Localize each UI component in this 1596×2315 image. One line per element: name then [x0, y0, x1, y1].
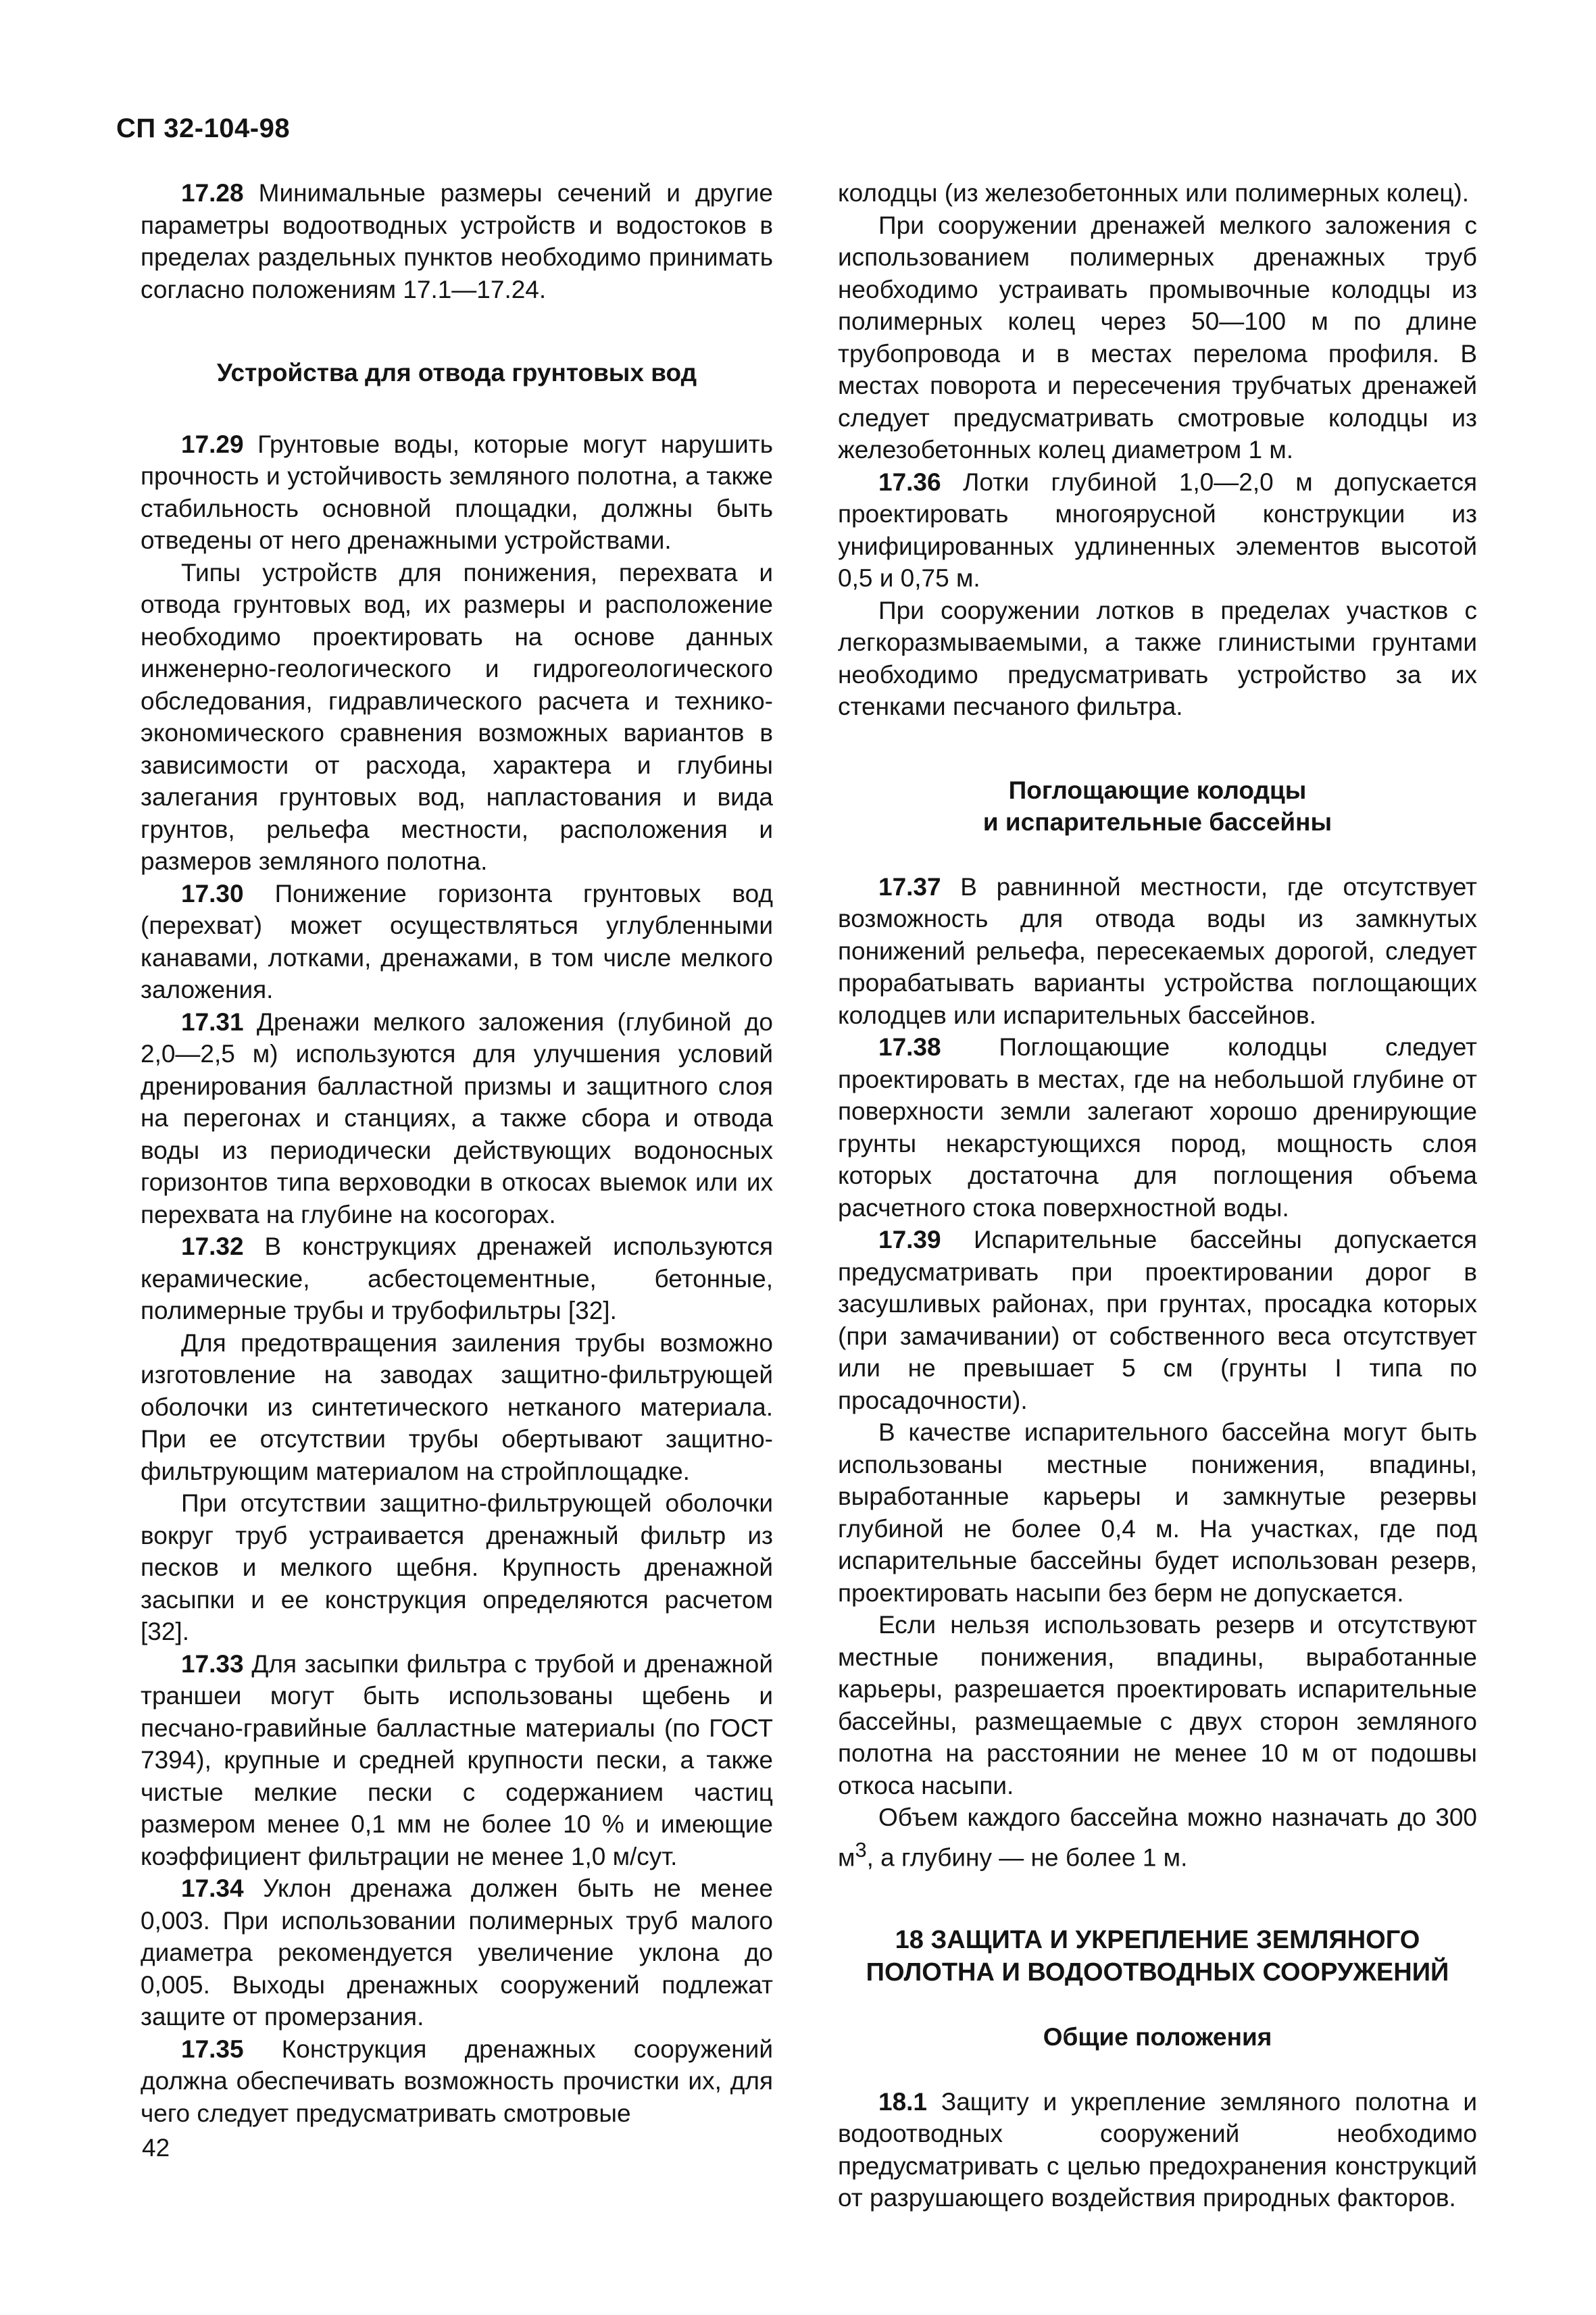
paragraph-17-35: 17.35 Конструкция дренажных сооружений должна обеспечивать возможность прочистки их, для чего следует предусматривать смотровые: [141, 2035, 773, 2127]
paragraph-17-39-basin: В качестве испарительного бассейна могут быть использованы местные понижения, впадины, выработанные карьеры и замкнутые резервы глубиной не более 0,4 м. На участках, где под испарительные бассейны будет использован резерв, проектировать насыпи без берм не допускается.: [838, 1418, 1477, 1607]
paragraph-17-39-volume: Объем каждого бассейна можно назначать до 300 $м^3$, а глубину — не более 1 м.: [838, 1803, 1477, 1871]
paragraph-17-36: 17.36 Лотки глубиной 1,0—2,0 м допускается проектировать многоярусной конструкции из унифицированных удлиненных элементов высотой 0,5 и 0,75 м.: [838, 468, 1477, 592]
paragraph-17-31: 17.31 Дренажи мелкого заложения (глубиной до 2,0—2,5 м) используются для улучшения условий дренирования балластной призмы и защитного слоя на перегонах и станциях, а также сбора и отвода воды из периодически действующих водоносных горизонтов типа верховодки в откосах выемок или их перехвата на глубине на косогорах.: [141, 1007, 773, 1228]
clause-number: 17.29: [181, 430, 244, 458]
clause-number: 18.1: [878, 2087, 928, 2116]
running-head: СП 32-104-98: [116, 114, 291, 143]
clause-number: 17.31: [181, 1007, 244, 1036]
clause-number: 17.36: [878, 468, 941, 496]
paragraph-18-1: 18.1 Защиту и укрепление земляного полотна и водоотводных сооружений необходимо предусматривать с целью предохранения конструкций от разрушающего воздействия природных факторов.: [838, 2087, 1477, 2212]
paragraph-17-28: 17.28 Минимальные размеры сечений и другие параметры водоотводных устройств и водостоков в пределах раздельных пунктов необходимо принимать согласно положениям 17.1—17.24.: [141, 179, 773, 303]
clause-number: 17.32: [181, 1233, 244, 1260]
page-number: 42: [142, 2134, 170, 2162]
paragraph-17-32: 17.32 В конструкциях дренажей используются керамические, асбестоцементные, бетонные, полимерные трубы и трубофильтры [32].: [141, 1233, 773, 1324]
left-column: [141, 177, 773, 2129]
paragraph-17-35-flushing-wells: При сооружении дренажей мелкого заложения с использованием полимерных дренажных труб необходимо устраивать промывочные колодцы из полимерных колец через 50—100 м по длине трубопровода и в местах перелома профиля. В местах поворота и пересечения трубчатых дренажей следует предусматривать смотровые колодцы из железобетонных колец диаметром 1 м.: [838, 211, 1477, 464]
heading-groundwater-devices: Устройства для отвода грунтовых вод: [216, 359, 697, 387]
paragraph-17-32-silting: Для предотвращения заиления трубы возможно изготовление на заводах защитно-фильтрующей оболочки из синтетического нетканого материала. При ее отсутствии трубы обертывают защитно-фильтрующим материалом на стройплощадке.: [141, 1328, 773, 1485]
clause-number: 17.34: [181, 1874, 244, 1902]
paragraph-17-29-types: Типы устройств для понижения, перехвата и отвода грунтовых вод, их размеры и расположение необходимо проектировать на основе данных инженерно-геологического и гидрогеологического обследования, гидравлического расчета и технико-экономического сравнения возможных вариантов в зависимости от расхода, характера и глубины залегания грунтовых вод, напластования и вида грунтов, рельефа местности, расположения и размеров земляного полотна.: [141, 558, 773, 875]
paragraph-17-30: 17.30 Понижение горизонта грунтовых вод (перехват) может осуществляться углубленными канавами, лотками, дренажами, в том числе мелкого заложения.: [141, 879, 773, 1003]
paragraph-17-39: 17.39 Испарительные бассейны допускается предусматривать при проектировании дорог в засушливых районах, при грунтах, просадка которых (при замачивании) от собственного веса отсутствует или не превышает 5 см (грунты I типа по просадочности).: [838, 1226, 1477, 1414]
clause-number: 17.38: [878, 1033, 941, 1061]
right-column: [838, 177, 1477, 2214]
paragraph-17-32-filter: При отсутствии защитно-фильтрующей оболочки вокруг труб устраивается дренажный фильтр из песков и мелкого щебня. Крупность дренажной засыпки и ее конструкция определяются расчетом [32].: [141, 1489, 773, 1645]
clause-number: 17.35: [181, 2035, 244, 2063]
clause-number: 17.39: [878, 1226, 941, 1253]
paragraph-17-36-trays: При сооружении лотков в пределах участков с легкоразмываемыми, а также глинистыми грунтами необходимо предусматривать устройство за их стенками песчаного фильтра.: [838, 596, 1477, 720]
paragraph-17-35-continued: колодцы (из железобетонных или полимерных колец).: [838, 179, 1470, 207]
paragraph-17-34: 17.34 Уклон дренажа должен быть не менее 0,003. При использовании полимерных труб малого диаметра рекомендуется увеличение уклона до 0,005. Выходы дренажных сооружений подлежат защите от промерзания.: [141, 1874, 773, 2031]
heading-absorbing-wells: Поглощающие колодцы и испарительные бассейны: [982, 776, 1332, 836]
section-18-title: 18 ЗАЩИТА И УКРЕПЛЕНИЕ ЗЕМЛЯНОГО ПОЛОТНА И ВОДООТВОДНЫХ СООРУЖЕНИЙ: [866, 1926, 1449, 1987]
section-18-subheading: Общие положения: [1043, 2023, 1272, 2051]
clause-number: 17.33: [181, 1649, 244, 1678]
clause-number: 17.37: [878, 872, 941, 901]
paragraph-17-37: 17.37 В равнинной местности, где отсутствует возможность для отвода воды из замкнутых понижений рельефа, пересекаемых дорогой, следует прорабатывать варианты устройства поглощающих колодцев или испарительных бассейнов.: [838, 872, 1477, 1029]
clause-number: 17.28: [181, 179, 244, 207]
paragraph-17-38: 17.38 Поглощающие колодцы следует проектировать в местах, где на небольшой глубине от поверхности земли залегают хорошо дренирующие грунты некарстующихся пород, мощность слоя которых достаточна для поглощения объема расчетного стока поверхностной воды.: [838, 1033, 1477, 1222]
paragraph-17-29: 17.29 Грунтовые воды, которые могут нарушить прочность и устойчивость земляного полотна, а также стабильность основной площадки, должны быть отведены от него дренажными устройствами.: [141, 430, 773, 554]
paragraph-17-39-reserve: Если нельзя использовать резерв и отсутствуют местные понижения, впадины, выработанные карьеры, разрешается проектировать испарительные бассейны, размещаемые с двух сторон земляного полотна на расстоянии не менее 10 м от подошвы откоса насыпи.: [838, 1611, 1477, 1799]
paragraph-17-33: 17.33 Для засыпки фильтра с трубой и дренажной траншеи могут быть использованы щебень и песчано-гравийные балластные материалы (по ГОСТ 7394), крупные и средней крупности пески, а также чистые мелкие пески с содержанием частиц размером менее 0,1 мм не более 10 % и имеющие коэффициент фильтрации не менее 1,0 м/сут.: [141, 1649, 773, 1870]
clause-number: 17.30: [181, 879, 244, 907]
